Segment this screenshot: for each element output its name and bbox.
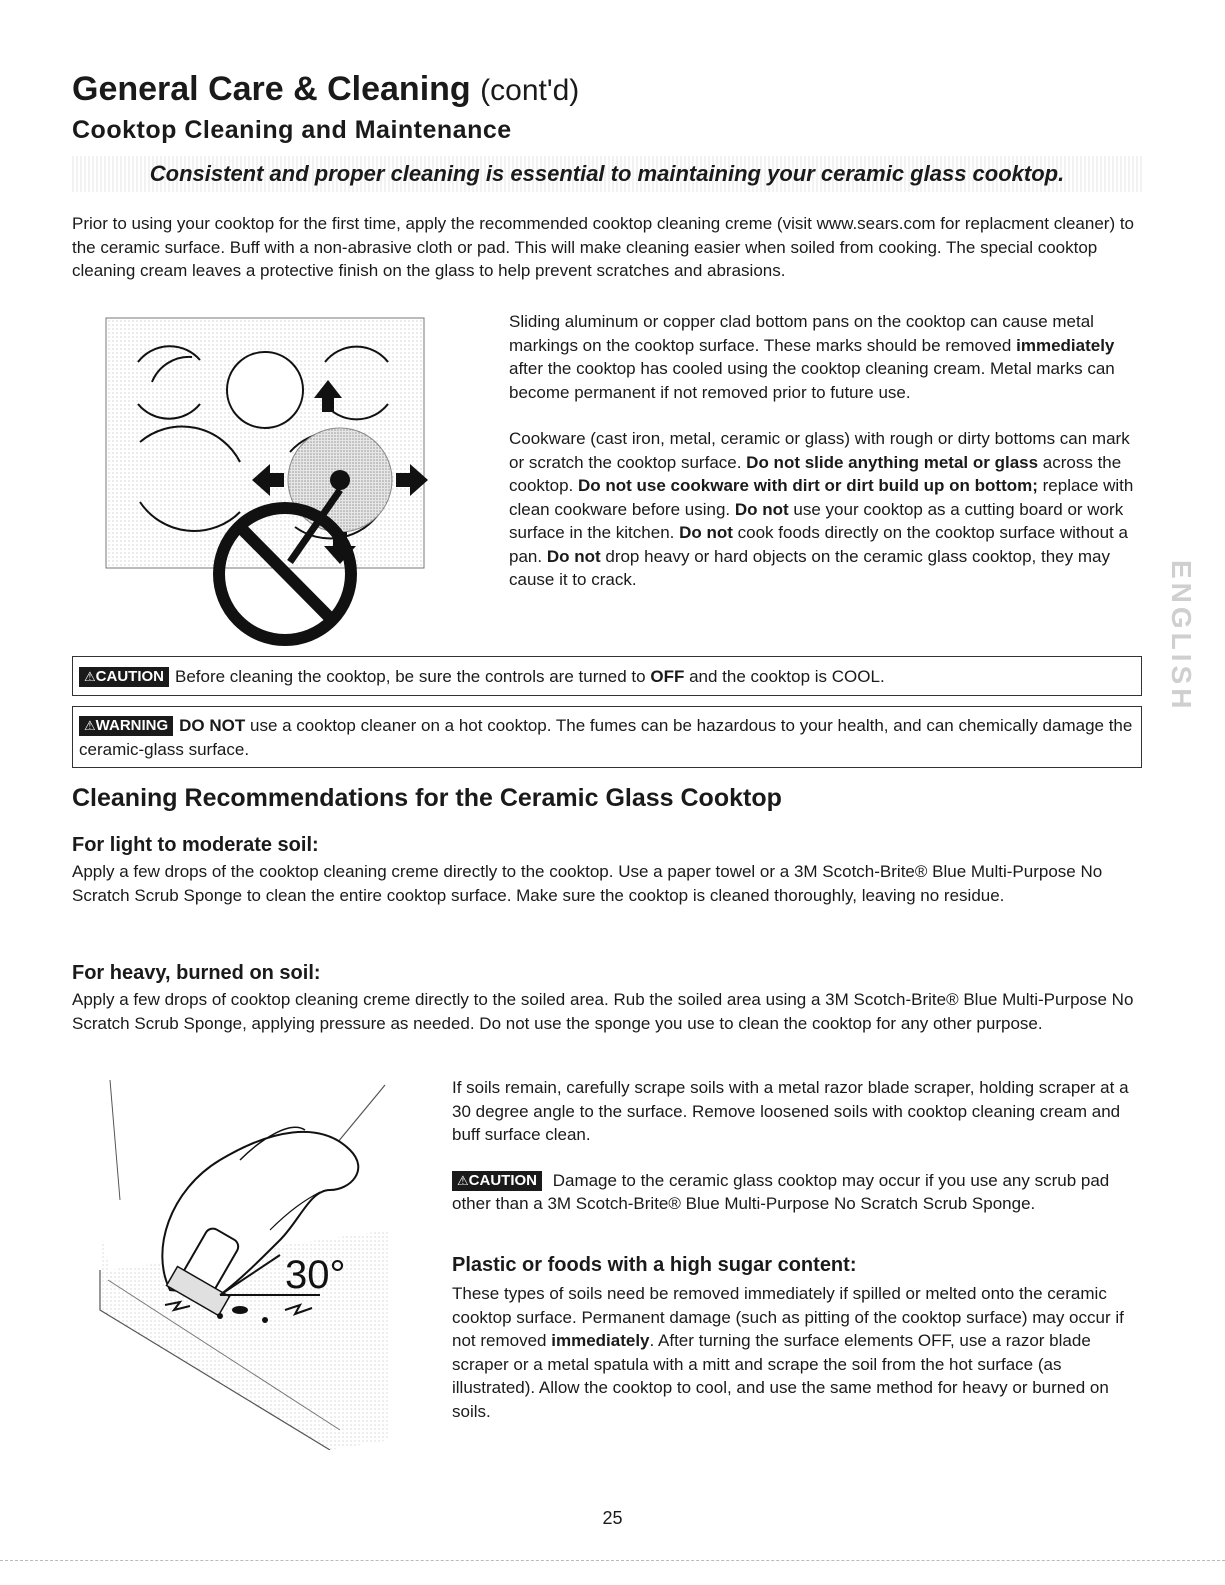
- caution-badge: ⚠CAUTION: [79, 667, 169, 687]
- warning-triangle-icon: ⚠: [84, 718, 96, 733]
- language-side-tab: ENGLISH: [1166, 560, 1197, 713]
- warning-badge: ⚠WARNING: [79, 716, 173, 736]
- cooktop-illustration: [100, 312, 445, 652]
- caution-badge: ⚠CAUTION: [452, 1171, 542, 1191]
- footer-divider: [0, 1560, 1225, 1561]
- debris-mark: [232, 1306, 248, 1314]
- burner-outline: [227, 352, 303, 428]
- sliding-pans-paragraph: Sliding aluminum or copper clad bottom pans on the cooktop can cause metal markings on the cooktop surface. These marks should be removed immediately after the cooktop has cooled using the cooktop cleaning cream. Metal marks can become permanent if not removed prior to future use.: [509, 312, 1115, 402]
- plastic-sugar-heading: Plastic or foods with a high sugar content:: [452, 1254, 857, 1276]
- section-subtitle: Cooktop Cleaning and Maintenance: [72, 116, 512, 144]
- caution-notice: ⚠CAUTION Before cleaning the cooktop, be sure the controls are turned to OFF and the cooktop is COOL.: [72, 656, 1142, 696]
- light-soil-paragraph: Apply a few drops of the cooktop cleaning creme directly to the cooktop. Use a paper towel or a 3M Scotch-Brite® Blue Multi-Purpose No Scratch Scrub Sponge to clean the entire cooktop surface. Make sure the cooktop is cleaned thoroughly, leaving no residue.: [72, 862, 1103, 905]
- warning-triangle-icon: ⚠: [457, 1172, 469, 1188]
- page-number: 25: [602, 1508, 623, 1528]
- warning-notice: ⚠WARNING DO NOT use a cooktop cleaner on a hot cooktop. The fumes can be hazardous to your health, and can chemically damage the ceramic-glass surface.: [72, 706, 1142, 768]
- scraper-illustration: [90, 1080, 410, 1450]
- intro-paragraph: Prior to using your cooktop for the first time, apply the recommended cooktop cleaning creme (visit www.sears.com for replacment cleaner) to the ceramic surface. Buff with a non-abrasive cloth or pad. This will make cleaning easier when soiled from cooking. The special cooktop cleaning cream leaves a protective finish on the glass to help prevent scratches and abrasions.: [72, 214, 1135, 280]
- title-suffix: (cont'd): [480, 74, 580, 107]
- cookware-paragraph: Cookware (cast iron, metal, ceramic or glass) with rough or dirty bottoms can mark or scratch the cooktop surface. Do not slide anything metal or glass across the cooktop. Do not use cookware with dirt or dirt build up on bottom; replace with clean cookware before using. Do not use your cooktop as a cutting board or work surface in the kitchen. Do not cook foods directly on the cooktop surface without a pan. Do not drop heavy or hard objects on the ceramic glass cooktop, they may cause it to crack.: [509, 429, 1134, 589]
- light-soil-heading: For light to moderate soil:: [72, 834, 319, 856]
- scrape-guidance: [452, 1076, 1142, 1216]
- tagline-banner: Consistent and proper cleaning is essential to maintaining your ceramic glass cooktop.: [72, 156, 1142, 192]
- heavy-soil-paragraph: Apply a few drops of cooktop cleaning creme directly to the soiled area. Rub the soiled area using a 3M Scotch-Brite® Blue Multi-Purpose No Scratch Scrub Sponge, applying pressure as needed. Do not use the sponge you use to clean the cooktop for any other purpose.: [72, 990, 1134, 1033]
- angle-label: 30°: [285, 1253, 346, 1297]
- recommendations-heading: Cleaning Recommendations for the Ceramic Glass Cooktop: [72, 784, 782, 812]
- page-title: General Care & Cleaning (cont'd): [72, 70, 580, 108]
- cookware-guidance: [509, 310, 1149, 592]
- heavy-soil-heading: For heavy, burned on soil:: [72, 962, 321, 984]
- warning-triangle-icon: ⚠: [84, 669, 96, 684]
- scrape-caution-paragraph: ⚠CAUTION Damage to the ceramic glass cooktop may occur if you use any scrub pad other than a 3M Scotch-Brite® Blue Multi-Purpose No Scratch Scrub Sponge.: [452, 1170, 1110, 1213]
- plastic-sugar-paragraph: These types of soils need be removed immediately if spilled or melted onto the ceramic cooktop surface. Permanent damage (such as pitting of the cooktop surface) may occur if not removed immediately. After turning the surface elements OFF, use a razor blade scraper or a metal spatula with a mitt and scrape the soil from the hot surface (as illustrated). Allow the cooktop to cool, and use the same method for heavy or burned on soils.: [452, 1284, 1124, 1421]
- scrape-paragraph: If soils remain, carefully scrape soils with a metal razor blade scraper, holding scraper at a 30 degree angle to the surface. Remove loosened soils with cooktop cleaning cream and buff surface clean.: [452, 1078, 1129, 1144]
